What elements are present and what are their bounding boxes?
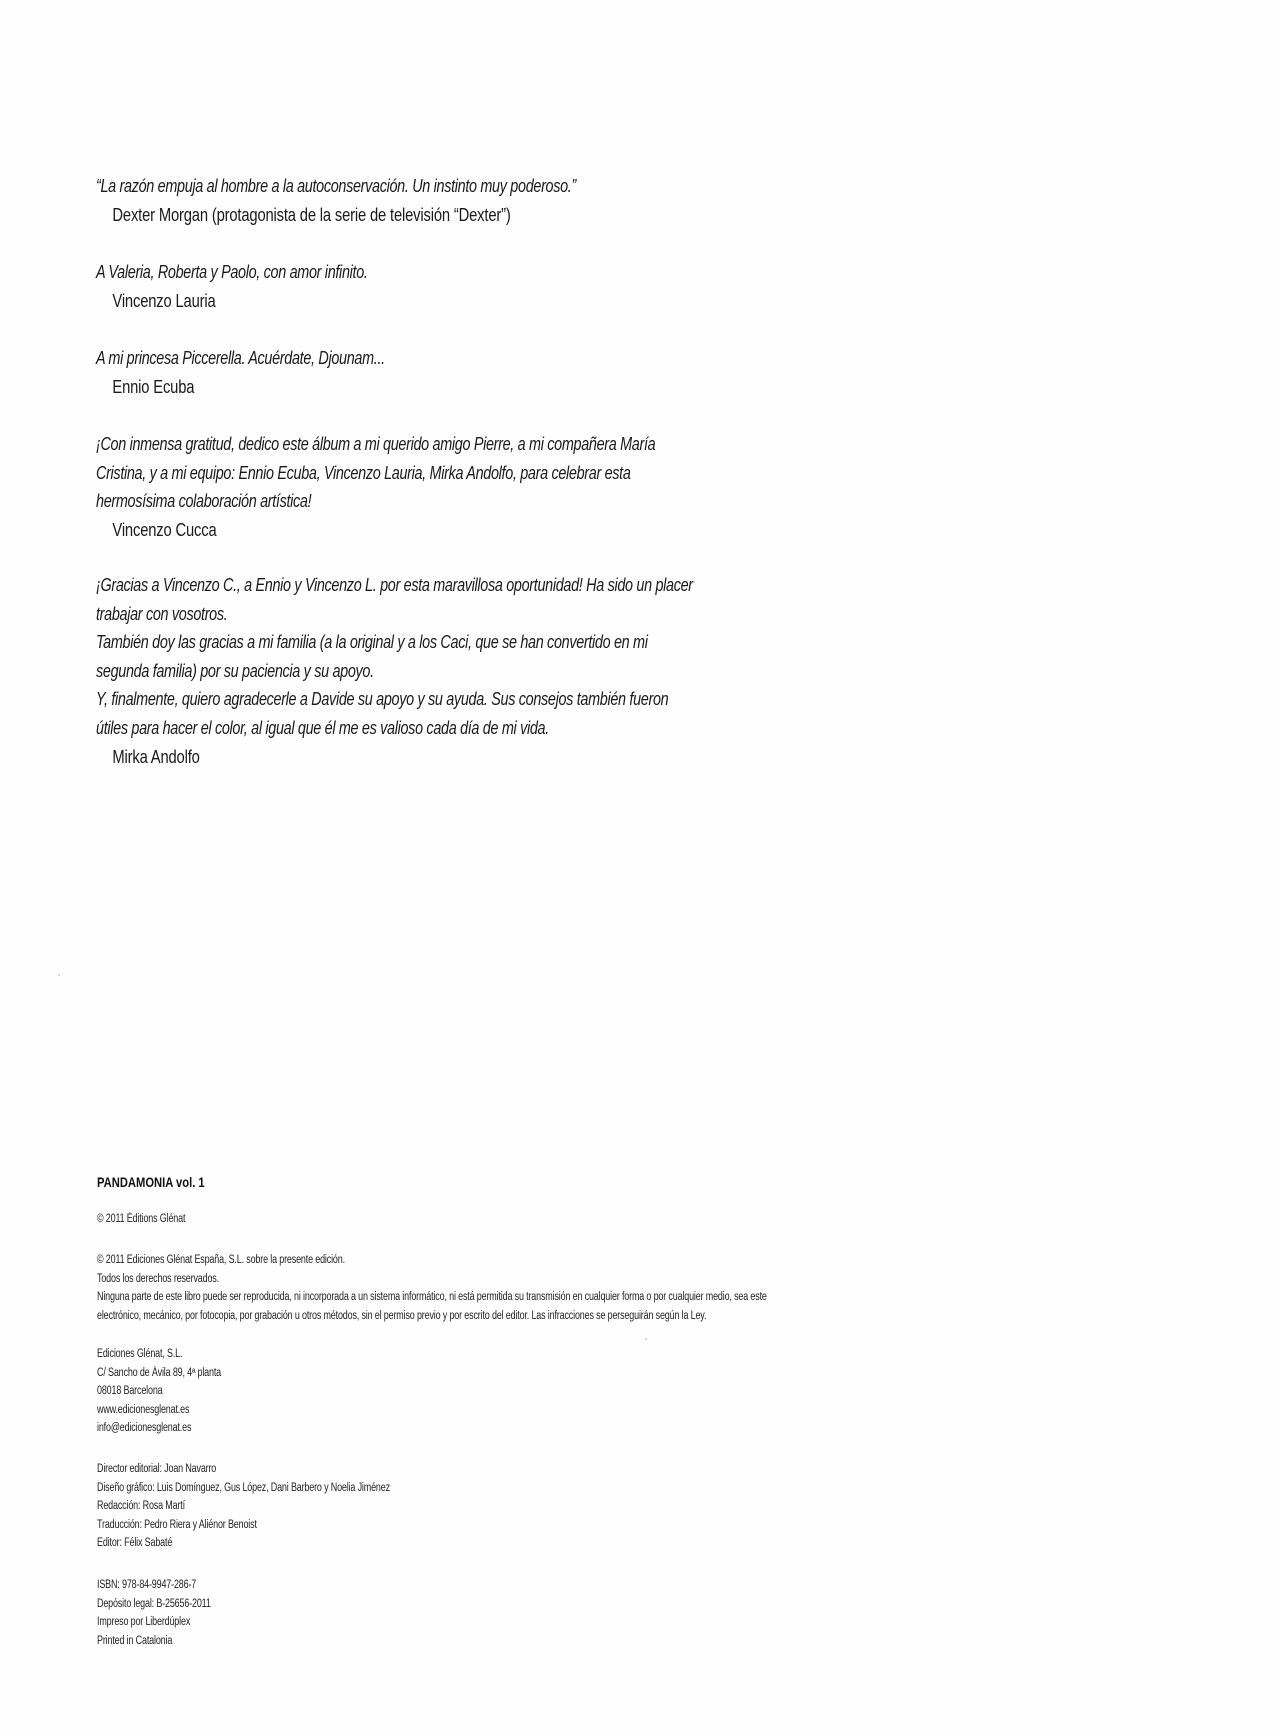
editorial-staff (97, 1460, 473, 1553)
dedication-line: Y, finalmente, quiero agradecerle a Davide su apoyo y su ayuda. Sus consejos también fueron (96, 689, 669, 710)
credit-line: Redacción: Rosa Martí (97, 1500, 185, 1513)
paper-speck (58, 974, 60, 976)
dedication-author: Vincenzo Lauria (112, 290, 216, 311)
dedication-author: Dexter Morgan (protagonista de la serie de televisión “Dexter”) (112, 204, 511, 225)
dedication-line: útiles para hacer el color, al igual que él me es valioso cada día de mi vida. (96, 717, 549, 738)
dedication-line: trabajar con vosotros. (96, 603, 228, 624)
credit-line: Ediciones Glénat, S.L. (97, 1348, 183, 1360)
credit-line: Todos los derechos reservados. (97, 1272, 219, 1285)
credit-line: Diseño gráfico: Luis Domínguez, Gus López, Dani Barbero y Noelia Jiménez (97, 1481, 390, 1494)
dedication-ecuba (96, 344, 457, 401)
dedication-line: “La razón empuja al hombre a la autoconservación. Un instinto muy poderoso.” (96, 176, 576, 196)
dedication-line: segunda familia) por su paciencia y su apoyo. (96, 660, 374, 681)
dedication-line: ¡Gracias a Vincenzo C., a Ennio y Vincenzo L. por esta maravillosa oportunidad! Ha sido un placer (96, 575, 693, 595)
credit-line: Depósito legal: B-25656-2011 (97, 1597, 211, 1610)
paper-speck (645, 1338, 647, 1340)
credit-line: C/ Sancho de Ávila 89, 4ª planta (97, 1366, 221, 1379)
dedication-cucca (96, 430, 795, 544)
credit-line: www.edicionesglenat.es (97, 1403, 190, 1416)
credit-line: Impreso por Liberdúplex (97, 1616, 191, 1629)
dedication-dexter (96, 172, 696, 229)
credit-line: Editor: Félix Sabaté (97, 1537, 173, 1550)
dedication-line: hermosísima colaboración artística! (96, 491, 312, 512)
book-title: PANDAMONIA (97, 1174, 173, 1190)
publisher-address (97, 1345, 256, 1438)
original-copyright (97, 1210, 210, 1229)
dedication-line: Cristina, y a mi equipo: Ennio Ecuba, Vincenzo Lauria, Mirka Andolfo, para celebrar esta (96, 462, 631, 483)
credit-line: ISBN: 978-84-9947-286-7 (97, 1579, 197, 1591)
credit-line: Director editorial: Joan Navarro (97, 1463, 217, 1475)
dedication-lauria (96, 258, 435, 315)
credit-line: electrónico, mecánico, por fotocopia, por grabación u otros métodos, sin el permiso previo y por escrito del editor. Las infracciones se perseguirán según la Ley. (97, 1309, 707, 1322)
credit-line: info@edicionesglenat.es (97, 1422, 192, 1435)
credit-line: 08018 Barcelona (97, 1385, 163, 1398)
dedication-author: Vincenzo Cucca (112, 519, 217, 540)
credit-line: Ninguna parte de este libro puede ser reproducida, ni incorporada a un sistema informático, ni está permitida su transmisión en cualquier forma o por cualquier medio, sea este (97, 1291, 767, 1304)
dedication-author: Ennio Ecuba (112, 376, 195, 397)
credit-line: © 2011 Ediciones Glénat España, S.L. sobre la presente edición. (97, 1254, 345, 1266)
isbn-info (97, 1576, 243, 1650)
dedication-author: Mirka Andolfo (112, 746, 200, 767)
dedication-andolfo (96, 571, 842, 771)
credit-line: © 2011 Éditions Glénat (97, 1213, 186, 1225)
dedication-line: También doy las gracias a mi familia (a la original y a los Caci, que se han convertido en mi (96, 632, 648, 653)
dedication-line: ¡Con inmensa gratitud, dedico este álbum a mi querido amigo Pierre, a mi compañera María (96, 434, 656, 454)
dedication-line: A Valeria, Roberta y Paolo, con amor infinito. (96, 262, 368, 282)
rights-notice (97, 1251, 956, 1325)
book-volume: vol. 1 (176, 1174, 205, 1190)
book-title-line (97, 1172, 232, 1192)
dedication-line: A mi princesa Piccerella. Acuérdate, Djounam... (96, 348, 385, 368)
credit-line: Printed in Catalonia (97, 1634, 173, 1647)
credit-line: Traducción: Pedro Riera y Aliénor Benoist (97, 1518, 257, 1531)
